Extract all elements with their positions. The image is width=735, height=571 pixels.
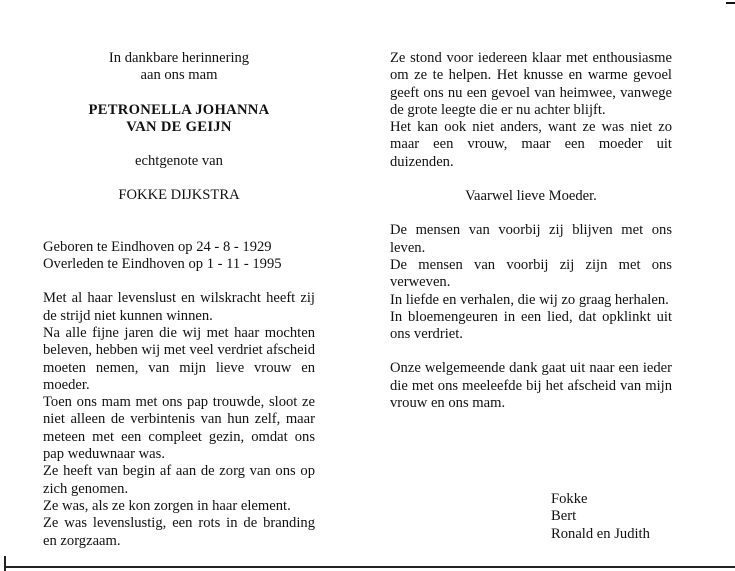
thanks (390, 360, 672, 412)
name-line: PETRONELLA JOHANNA (88, 101, 270, 118)
spouse-intro: echtgenote van (135, 153, 223, 170)
intro-line: In dankbare herinnering (108, 50, 250, 66)
poem-line: De mensen van voorbij zij blijven met ons leven. (390, 222, 672, 256)
poem-line: In bloemengeuren in een lied, dat opklinkt uit ons verdriet. (390, 308, 672, 343)
paragraph: Toen ons mam met ons pap trouwde, sloot ze niet alleen de verbintenis van hun zelf, maar meteen met een compleet gezin, omdat ons pap weduwnaar was. (43, 394, 315, 463)
signature-line: Bert (551, 508, 577, 525)
life-dates (43, 239, 315, 274)
paragraph: Ze heeft van begin af aan de zorg van ons op zich genomen. (43, 463, 315, 497)
card-bottom-edge (6, 566, 735, 568)
poem-line: In liefde en verhalen, die wij zo graag herhalen. (390, 291, 669, 308)
paragraph: Ze was, als ze kon zorgen in haar element. (43, 497, 291, 514)
birth-date: Geboren te Eindhoven op 24 - 8 - 1929 (43, 238, 272, 255)
card-left-edge (4, 556, 6, 571)
thanks-text: Onze welgemeende dank gaat uit naar een ieder die met ons meeleefde bij het afscheid van mijn vrouw en ons mam. (390, 360, 672, 412)
paragraph: Ze was levenslustig, een rots in de branding en zorgzaam. (43, 515, 315, 549)
left-column (43, 50, 315, 550)
paragraph: Het kan ook niet anders, want ze was niet zo maar een vrouw, maar een moeder uit duizenden. (390, 119, 672, 170)
deceased-name (43, 102, 315, 137)
name-line: VAN DE GEIJN (126, 118, 232, 135)
poem (390, 222, 672, 343)
intro (43, 50, 315, 85)
poem-line: De mensen van voorbij zij zijn met ons verweven. (390, 256, 672, 291)
farewell: Vaarwel lieve Moeder. (465, 188, 597, 205)
paragraph: Na alle fijne jaren die wij met haar mochten beleven, hebben wij met veel verdriet afscheid moeten nemen, van mijn lieve vrouw en moeder. (43, 324, 315, 393)
paragraph: Met al haar levenslust en wilskracht heeft zij de strijd niet kunnen winnen. (43, 290, 315, 324)
spouse-name: FOKKE DIJKSTRA (118, 187, 240, 204)
corner-mark (726, 2, 735, 4)
intro-line: aan ons mam (140, 67, 218, 84)
signature-line: Fokke (551, 491, 588, 507)
paragraph: Ze stond voor iedereen klaar met enthousiasme om ze te helpen. Het knusse en warme gevoel geeft ons nu een gevoel van heimwee, vanwege de grote leegte die er nu achter blijft. (390, 50, 672, 118)
signatures (551, 491, 650, 543)
signature-line: Ronald en Judith (551, 525, 650, 542)
death-date: Overleden te Eindhoven op 1 - 11 - 1995 (43, 256, 282, 273)
right-column (390, 50, 672, 412)
left-text (43, 290, 315, 549)
right-text (390, 50, 672, 171)
